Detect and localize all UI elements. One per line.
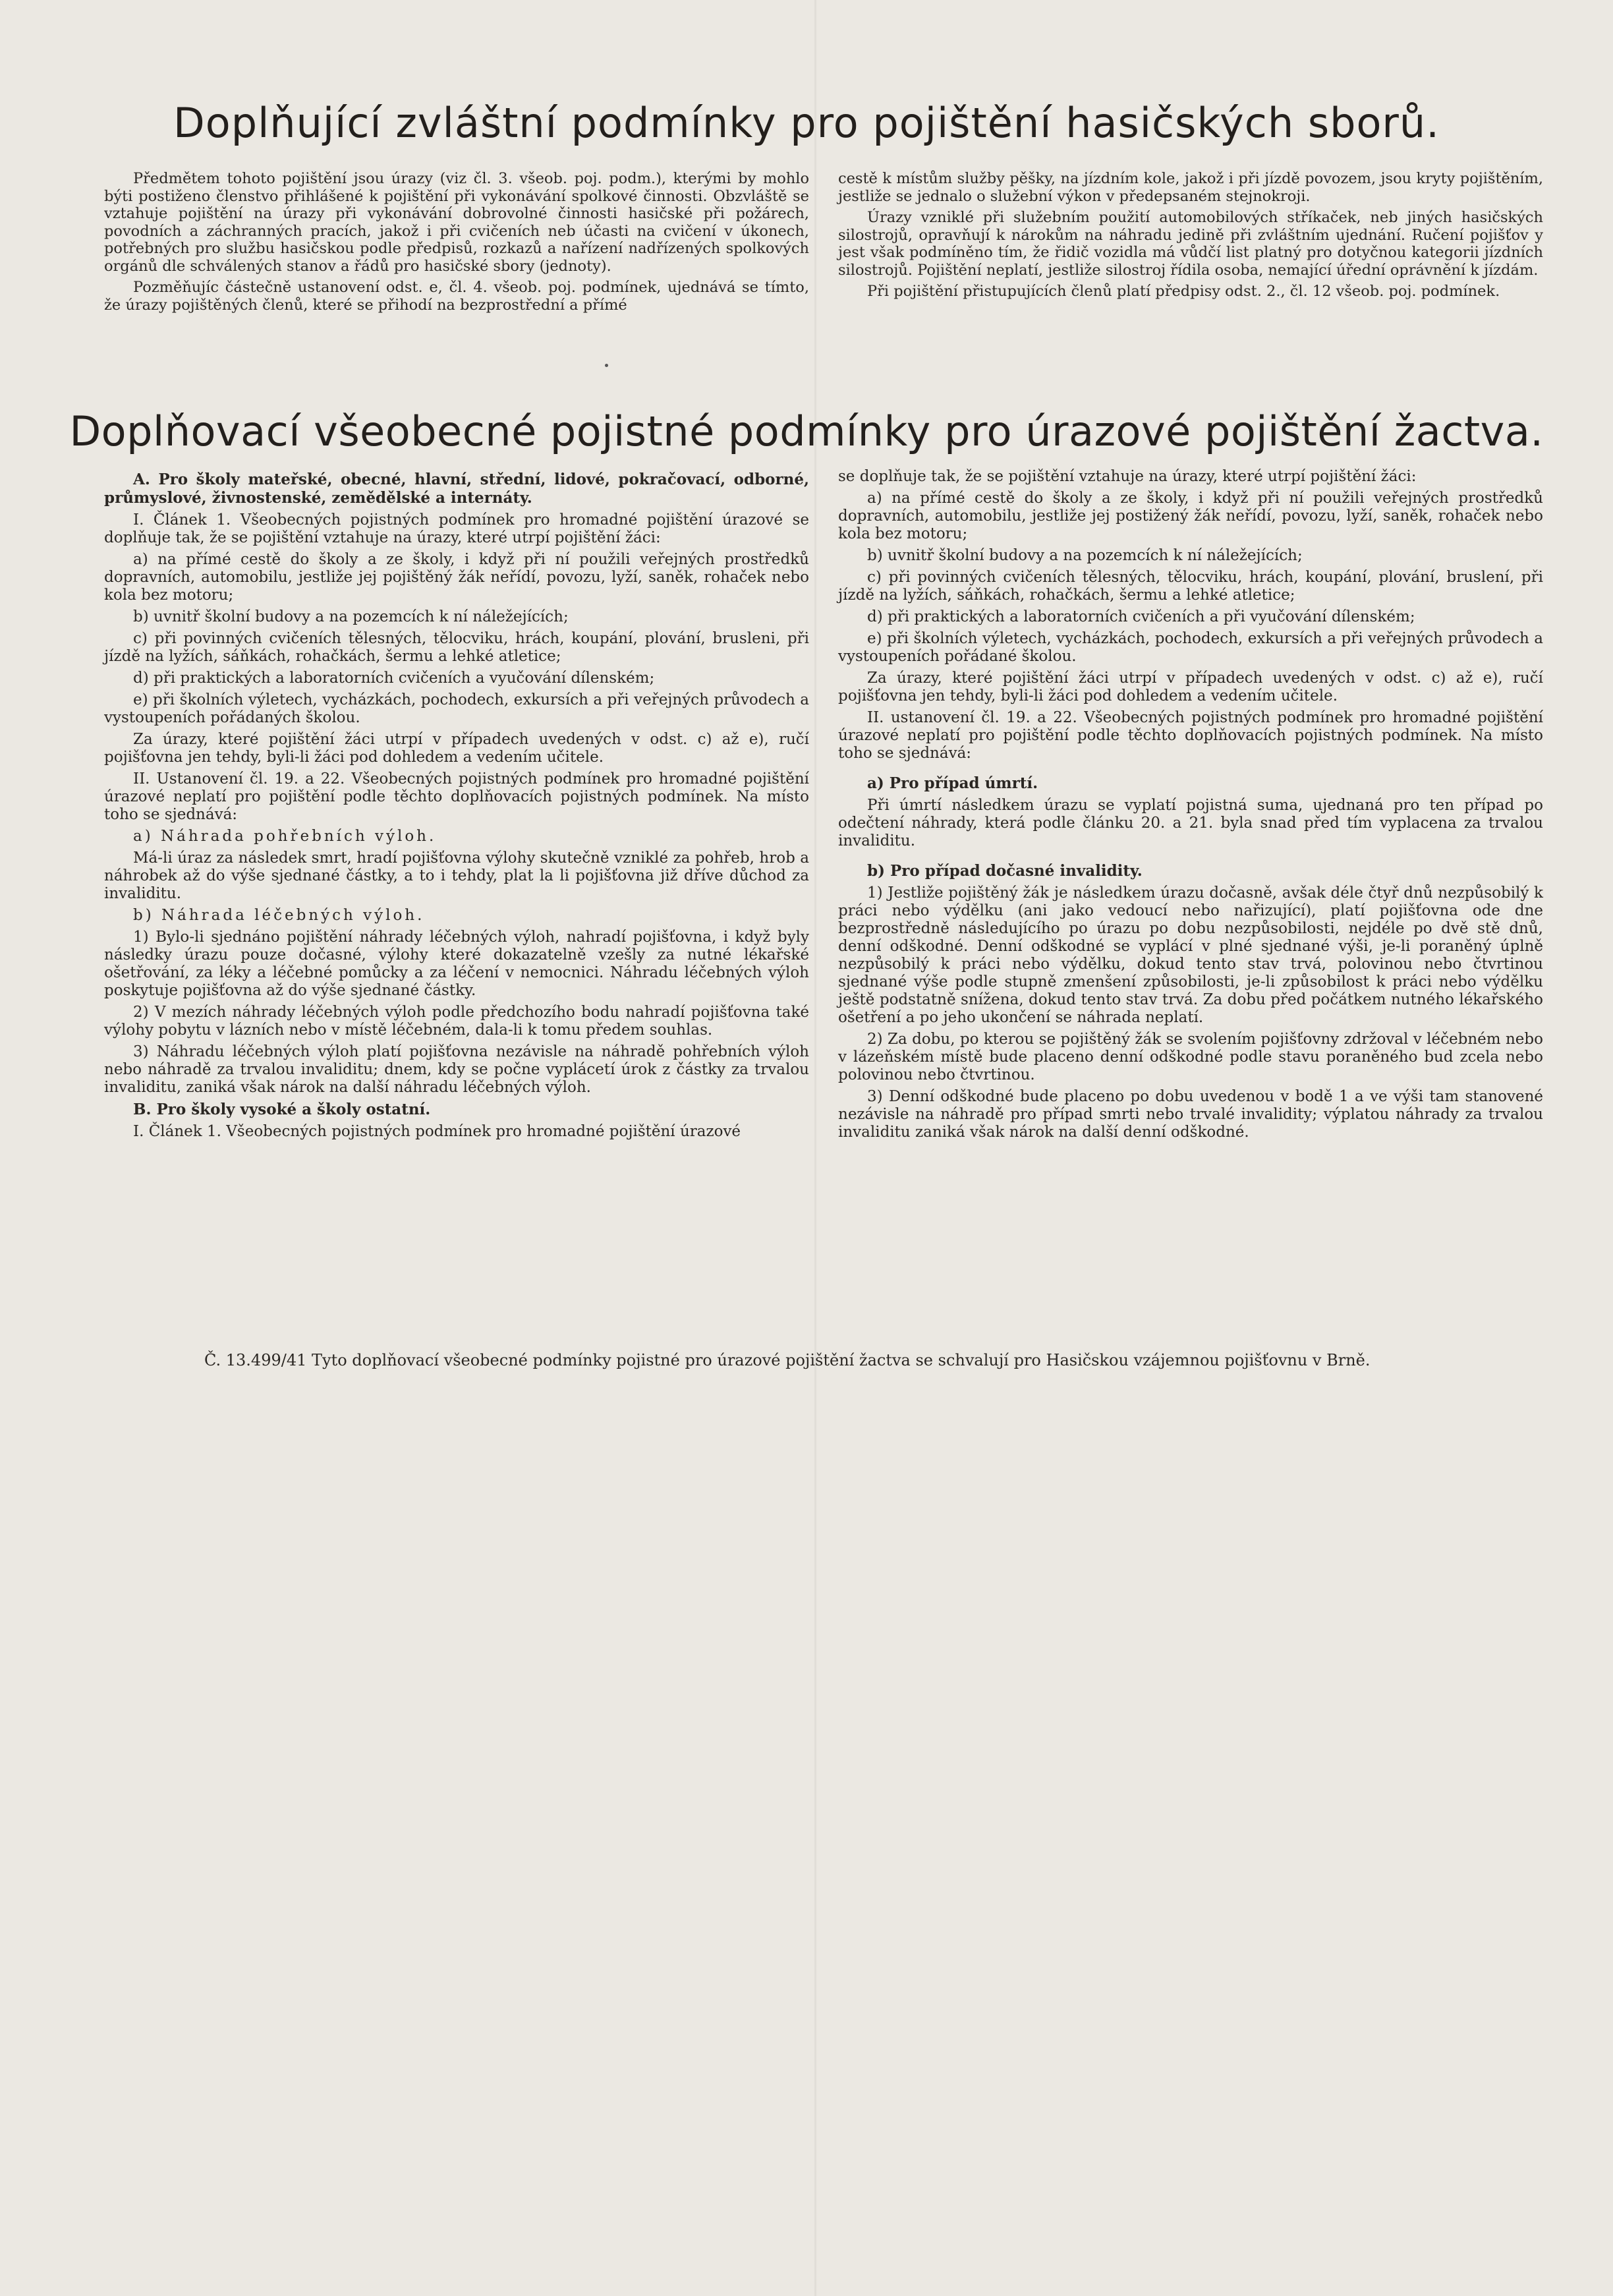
subheading-death: a) Pro případ úmrtí.: [867, 774, 1038, 792]
list-item: c) při povinných cvičeních tělesných, tělocviku, hrách, koupání, plování, brusleni, při jízdě na lyžích, sáňkách, rohačkách, šermu a lehké atletice;: [104, 630, 809, 665]
paragraph: 1) Jestliže pojištěný žák je následkem úrazu dočasně, avšak déle čtyř dnů nezpůsobilý k práci nebo výdělku (ani jako vedoucí nebo nařizující), platí pojišťovna ode dne bezprostředně následujícího po úrazu po dobu nezpůsobilosti, nejdéle po dvě stě dnů, denní odškodné. Denní odškodné se vyplácí v plné sjednané výši, je-li poraněný úplně nezpůsobilý k práci nebo výdělku, dokud tento stav trvá, polovinou nebo čtvrtinou sjednané výše podle stupně zmenšení způsobilosti, je-li způsobilost k práci nebo výdělku ještě podstatně snížena, dokud tento stav trvá. Za dobu před počátkem nutného lékařského ošetření a po jeho ukončení se náhrada neplatí.: [838, 884, 1543, 1026]
subheading-funeral: a) Náhrada pohřebních výloh.: [133, 828, 437, 845]
heading-schools-a: A. Pro školy mateřské, obecné, hlavní, střední, lidové, pokračovací, odborné, průmyslové, živnostenské, zemědělské a internáty.: [104, 471, 809, 507]
paragraph: Za úrazy, které pojištění žáci utrpí v případech uvedených v odst. c) až e), ručí pojišťovna jen tehdy, byli-li žáci pod dohledem a vedením učitele.: [838, 670, 1543, 704]
subheading-medical: b) Náhrada léčebných výloh.: [133, 907, 425, 924]
section1-right-paragraph: Úrazy vzniklé při služebním použití automobilových stříkaček, neb jiných hasičských silostrojů, opravňují k nárokům na náhradu jedině při zvláštním ujednání. Ručení pojišťov y jest však podmíněno tím, že řidič vozidla má vůdčí list platný pro dotyčnou kategorii jízdních silostrojů. Pojištění neplatí, jestliže silostroj řídila osoba, nemající úřední oprávnění k jízdám.: [838, 209, 1543, 279]
section1-right-column: [838, 170, 1543, 304]
list-item: d) při praktických a laboratorních cvičeních a při vyučování dílenském;: [867, 608, 1415, 625]
paragraph: Za úrazy, které pojištění žáci utrpí v případech uvedených v odst. c) až e), ručí pojišťovna jen tehdy, byli-li žáci pod dohledem a vedením učitele.: [104, 731, 809, 766]
list-item: a) na přímé cestě do školy a ze školy, i když při ní použili veřejných prostředků dopravních, automobilu, jestliže jej postižený žák neřídí, povozu, lyží, saněk, rohaček nebo kola bez motoru;: [838, 490, 1543, 542]
page-fold: [814, 0, 816, 2296]
paragraph: Má-li úraz za následek smrt, hradí pojišťovna výlohy skutečně vzniklé za pohřeb, hrob a náhrobek až do výše sjednané částky, a to i tehdy, plat la li pojišťovna již dříve důchod za invaliditu.: [104, 849, 809, 902]
subheading-temporary-invalidity: b) Pro případ dočasné invalidity.: [867, 862, 1143, 880]
section1-right-paragraph: Při pojištění přistupujících členů platí předpisy odst. 2., čl. 12 všeob. poj. podmínek.: [867, 283, 1500, 300]
paragraph: 2) V mezích náhrady léčebných výloh podle předchozího bodu nahradí pojišťovna také výlohy pobytu v lázních nebo v místě léčebném, dala-li k tomu předem souhlas.: [104, 1004, 809, 1039]
section2-right-column: [838, 468, 1543, 1145]
paragraph: 2) Za dobu, po kterou se pojištěný žák se svolením pojišťovny zdržoval v léčebném nebo v lázeňském místě bude placeno denní odškodné podle stavu poraněného bud zcela nebo polovinou nebo čtvrtinou.: [838, 1031, 1543, 1083]
paragraph: Při úmrtí následkem úrazu se vyplatí pojistná suma, ujednaná pro ten případ po odečtení náhrady, která podle článku 20. a 21. byla snad před tím vyplacena za trvalou invaliditu.: [838, 797, 1543, 849]
paragraph: 1) Bylo-li sjednáno pojištění náhrady léčebných výloh, nahradí pojišťovna, i když byly následky úrazu pouze dočasné, výlohy které dokazatelně vzešly za nutné lékařské ošetřování, za léky a léčebné pomůcky a za léčení v nemocnici. Náhradu léčebných výloh poskytuje pojišťovna až do výše sjednané částky.: [104, 929, 809, 999]
paragraph: I. Článek 1. Všeobecných pojistných podmínek pro hromadné pojištění úrazové: [133, 1123, 741, 1140]
list-item: b) uvnitř školní budovy a na pozemcích k ní náležejících;: [867, 547, 1303, 564]
section1-right-paragraph: cestě k místům služby pěšky, na jízdním kole, jakož i při jízdě povozem, jsou kryty pojištěním, jestliže se jednalo o služební výkon v předepsaném stejnokroji.: [838, 170, 1543, 205]
paragraph: II. ustanovení čl. 19. a 22. Všeobecných pojistných podmínek pro hromadné pojištění úrazové neplatí pro pojištění podle těchto doplňovacích pojistných podmínek. Na místo toho se sjednává:: [838, 709, 1543, 762]
section2-left-column: [104, 471, 809, 1145]
paragraph: I. Článek 1. Všeobecných pojistných podmínek pro hromadné pojištění úrazové se doplňuje tak, že se pojištění vztahuje na úrazy, které utrpí pojištění žáci:: [104, 511, 809, 546]
paragraph: II. Ustanovení čl. 19. a 22. Všeobecných pojistných podmínek pro hromadné pojištění úrazové neplatí pro pojištění podle těchto doplňovacích pojistných podmínek. Na místo toho se sjednává:: [104, 770, 809, 823]
list-item: c) při povinných cvičeních tělesných, tělocviku, hrách, koupání, plování, bruslení, při jízdě na lyžích, sáňkách, rohačkách, šermu a lehké atletice;: [838, 569, 1543, 604]
paragraph: 3) Náhradu léčebných výloh platí pojišťovna nezávisle na náhradě pohřebních výloh nebo náhradě za trvalou invaliditu; dnem, kdy se počne vyplácetí úrok z částky za trvalou invaliditu, zaniká však nárok na další náhradu léčebných výloh.: [104, 1043, 809, 1096]
paragraph: 3) Denní odškodné bude placeno po dobu uvedenou v bodě 1 a ve výši tam stanovené nezávisle na náhradě pro případ smrti nebo trvalé invalidity; výplatou náhrady za trvalou invaliditu zaniká však nárok na další denní odškodné.: [838, 1088, 1543, 1141]
paragraph: se doplňuje tak, že se pojištění vztahuje na úrazy, které utrpí pojištění žáci:: [838, 468, 1417, 485]
section1-left-paragraph: Pozměňujíc částečně ustanovení odst. e, čl. 4. všeob. poj. podmínek, ujednává se tímto, že úrazy pojištěných členů, které se přihodí na bezprostřední a přímé: [104, 279, 809, 314]
ink-dot: [605, 364, 608, 367]
list-item: b) uvnitř školní budovy a na pozemcích k ní náležejících;: [133, 608, 569, 625]
list-item: a) na přímé cestě do školy a ze školy, i když při ní použili veřejných prostředků dopravních, automobilu, jestliže jej pojištěný žák neřídí, povozu, lyží, saněk, rohaček nebo kola bez motoru;: [104, 551, 809, 604]
list-item: e) při školních výletech, vycházkách, pochodech, exkursích a při veřejných průvodech a vystoupeních pořádaných školou.: [104, 691, 809, 726]
section1-left-column: [104, 170, 809, 318]
section1-title: Doplňující zvláštní podmínky pro pojištění hasičských sborů.: [173, 99, 1440, 147]
heading-schools-b: B. Pro školy vysoké a školy ostatní.: [133, 1101, 431, 1118]
section2-title: Doplňovací všeobecné pojistné podmínky pro úrazové pojištění žactva.: [69, 407, 1544, 455]
list-item: e) při školních výletech, vycházkách, pochodech, exkursích a při veřejných průvodech a vystoupeních pořádané školou.: [838, 630, 1543, 665]
approval-note: Č. 13.499/41 Tyto doplňovací všeobecné podmínky pojistné pro úrazové pojištění žactva se schvalují pro Hasičskou vzájemnou pojišťovnu v Brně.: [204, 1351, 1371, 1369]
section1-left-paragraph: Předmětem tohoto pojištění jsou úrazy (viz čl. 3. všeob. poj. podm.), kterými by mohlo býti postiženo členstvo přihlášené k pojištění při vykonávání spolkové činnosti. Obzvláště se vztahuje pojištění na úrazy při vykonávání dobrovolné činnosti hasičské při požárech, povodních a záchranných pracích, jakož i při cvičeních neb účasti na cvičení v úkonech, potřebných pro službu hasičskou podle předpisů, rozkazů a nařízení nadřízených spolkových orgánů dle schválených stanov a řádů pro hasičské sbory (jednoty).: [104, 170, 809, 275]
list-item: d) při praktických a laboratorních cvičeních a vyučování dílenském;: [133, 670, 655, 687]
